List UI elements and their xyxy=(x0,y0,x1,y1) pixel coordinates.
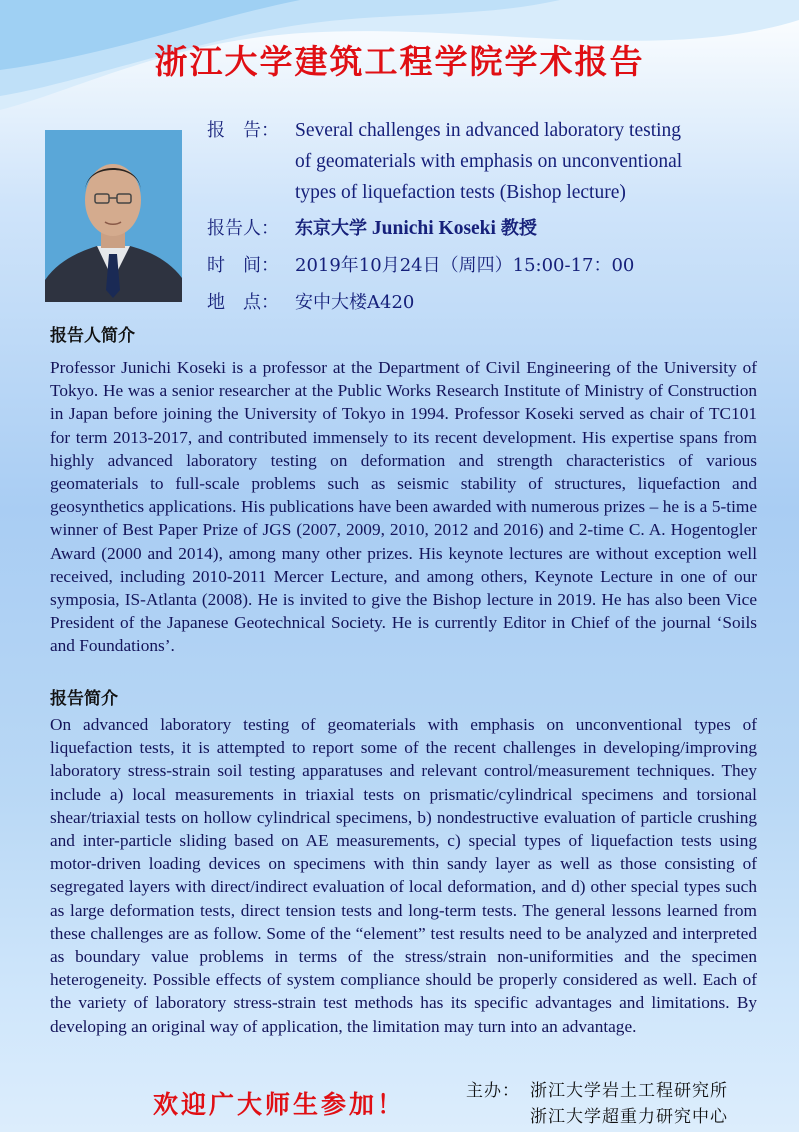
time-value: 2019年10月24日（周四）15:00-17：00 xyxy=(295,255,635,276)
place-label: 地 点： xyxy=(207,292,279,313)
talk-title-line: types of liquefaction tests (Bishop lecture) xyxy=(295,182,626,203)
place-value: 安中大楼A420 xyxy=(295,292,415,313)
organizer-row xyxy=(466,1104,728,1130)
time-label: 时 间： xyxy=(207,255,279,276)
abstract-text: On advanced laboratory testing of geomaterials with emphasis on unconventional types of liquefaction tests, it is attempted to report some of the recent challenges in developing/improving laboratory stress-strain soil testing apparatuses and relevant control/measurement techniques. They include a) local measurements in triaxial tests on prismatic/cylindrical specimens and torsional shear/triaxial tests on hollow cylindrical specimens, b) nondestructive evaluation of particle crushing and inter-particle sliding based on AE measurements, c) special types of liquefaction tests using motor-driven loading devices on specimens with thin sandy layer as well as those consisting of segregated layers with direct/indirect evaluation of local deformation, and d) other special types such as large deformation tests, direct tension tests and long-term tests. The general lessons learned from these challenges are as follow. Some of the “element” test results need to be analyzed and interpreted as boundary value problems in terms of the stress/strain non-uniformities and the specimen heterogeneity. Possible effects of system compliance should be properly considered as well. Each of the variety of laboratory stress-strain test methods has its specific advantages and limitations. By developing an original way of application, the limitation may turn into an advantage. xyxy=(50,715,757,1036)
talk-title-line: Several challenges in advanced laboratory testing xyxy=(295,120,682,141)
talk-title-label: 报 告： xyxy=(207,120,279,141)
speaker-photo xyxy=(45,130,182,302)
talk-title-line: of geomaterials with emphasis on unconventional xyxy=(295,151,683,172)
speaker-title: 教授 xyxy=(500,218,537,239)
bio-text: Professor Junichi Koseki is a professor at the Department of Civil Engineering of the University of Tokyo. He was a senior researcher at the Public Works Research Institute of Ministry of Construction in Japan before joining the University of Tokyo in 1994. Professor Koseki served as chair of TC101 for term 2013-2017, and contributed immensely to its recent development. His expertise spans from highly advanced laboratory testing on deformation and strength characteristics of various geomaterials to full-scale problems such as seismic stability of structures, liquefaction and geosynthetics applications. His publications have been awarded with numerous prizes – he is a 5-time winner of Best Paper Prize of JGS (2007, 2009, 2010, 2012 and 2016) and 2-time C. A. Hogentogler Award (2000 and 2014), among many other prizes. His keynote lectures are without exception well received, including 2010-2011 Mercer Lecture, and among others, Keynote Lecture in one of our symposia, IS-Atlanta (2008). He is invited to give the Bishop lecture in 2019. He has also been Vice President of the Japanese Geotechnical Society. He is currently Editor in Chief of the journal ‘Soils and Foundations’. xyxy=(50,358,757,656)
organizer-row xyxy=(466,1078,728,1104)
abstract-heading: 报告简介 xyxy=(50,689,118,709)
organizer-name: 浙江大学超重力研究中心 xyxy=(530,1107,728,1127)
speaker-affiliation: 东京大学 xyxy=(295,218,367,239)
talk-title-row xyxy=(207,115,787,208)
place-row xyxy=(207,287,787,318)
speaker-row xyxy=(207,213,787,244)
organizer-block xyxy=(466,1078,728,1130)
time-row xyxy=(207,250,787,281)
speaker-name: Junichi Koseki xyxy=(371,218,496,239)
organizer-label: 主办： xyxy=(466,1081,520,1101)
talk-info xyxy=(207,115,787,318)
bio-heading: 报告人简介 xyxy=(50,326,135,346)
welcome-message: 欢迎广大师生参加！ xyxy=(153,1090,406,1119)
speaker-value xyxy=(295,213,787,244)
speaker-label: 报告人： xyxy=(207,218,279,239)
organizer-name: 浙江大学岩土工程研究所 xyxy=(530,1081,728,1101)
poster-title: 浙江大学建筑工程学院学术报告 xyxy=(154,42,645,81)
talk-title xyxy=(295,115,787,208)
